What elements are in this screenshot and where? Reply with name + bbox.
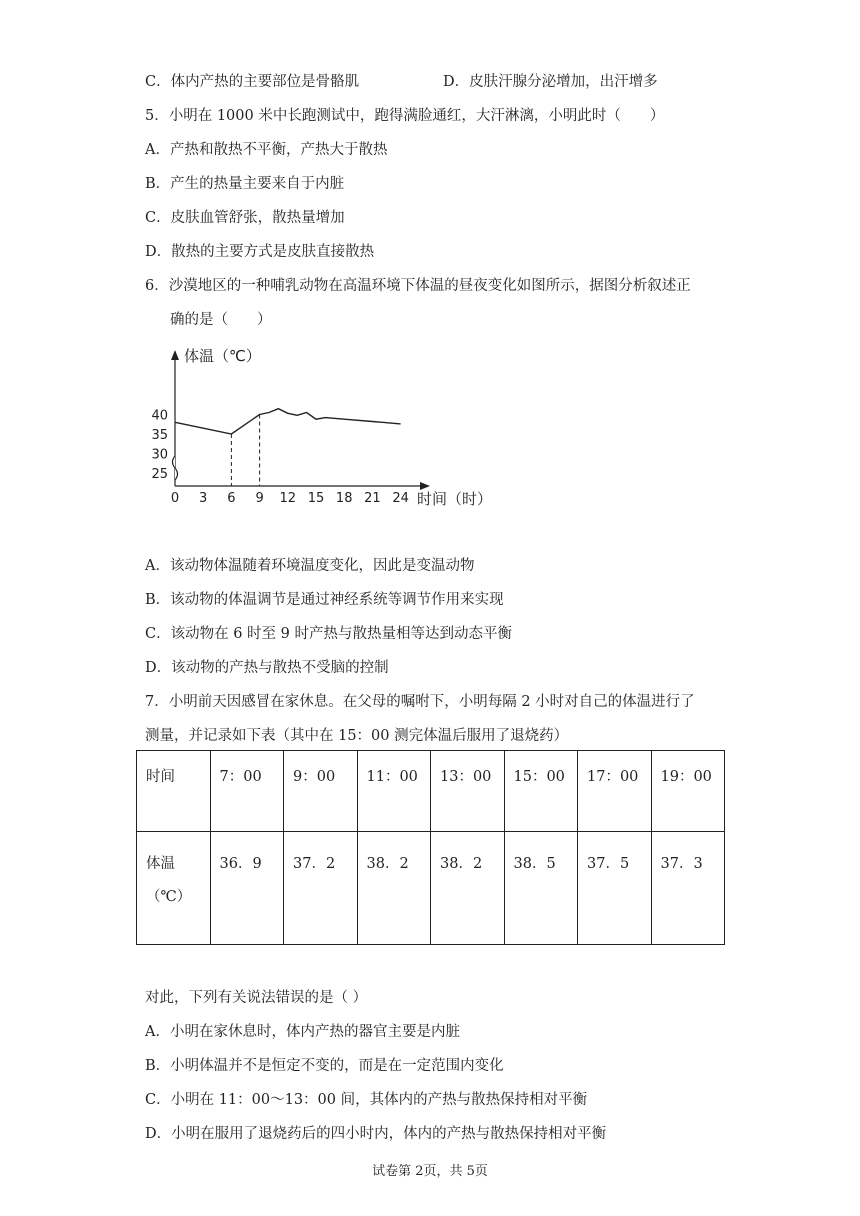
y-tick-labels [151, 409, 168, 483]
temp-cell: 36．9 [210, 832, 284, 945]
x-tick-label: 0 [170, 491, 180, 506]
y-axis-arrow [171, 350, 179, 360]
axis-break [173, 456, 178, 480]
temp-cell: 38．2 [357, 832, 431, 945]
temp-cell: 37．2 [284, 832, 358, 945]
time-cell: 13：00 [431, 751, 505, 832]
x-tick-label: 21 [364, 491, 381, 506]
q7-option-a: A．小明在家休息时，体内产热的器官主要是内脏 [145, 1024, 460, 1040]
dashed-guides [231, 415, 259, 487]
q4-option-c: C．体内产热的主要部位是骨骼肌 [145, 74, 360, 90]
temp-cell: 38．2 [431, 832, 505, 945]
page-footer: 试卷第 2页，共 5页 [372, 1164, 488, 1179]
q6-option-a: A．该动物体温随着环境温度变化，因此是变温动物 [145, 558, 475, 574]
temp-header-unit: （℃） [146, 889, 192, 905]
temp-cell: 37．3 [651, 832, 725, 945]
y-tick-label: 30 [151, 447, 168, 463]
x-tick-label: 6 [227, 491, 236, 506]
x-tick-label: 18 [335, 491, 353, 506]
x-tick-label: 3 [199, 491, 208, 506]
q5-option-b: B．产生的热量主要来自于内脏 [145, 176, 345, 192]
time-cell: 7：00 [210, 751, 284, 832]
x-tick-label: 15 [307, 491, 325, 506]
x-tick-label: 12 [279, 491, 297, 506]
question-7-stem-line1: 7．小明前天因感冒在家休息。在父母的嘱咐下，小明每隔 2 小时对自己的体温进行了 [145, 694, 695, 710]
q6-option-d: D．该动物的产热与散热不受脑的控制 [145, 660, 389, 676]
temp-header-label: 体温 [146, 856, 175, 872]
q5-option-c: C．皮肤血管舒张，散热量增加 [145, 210, 345, 226]
x-tick-label: 9 [255, 491, 264, 506]
q7-option-c: C．小明在 11：00～13：00 间，其体内的产热与散热保持相对平衡 [145, 1092, 588, 1108]
temp-header [137, 832, 211, 945]
time-header: 时间 [137, 751, 211, 832]
question-7-prompt: 对此，下列有关说法错误的是（ ） [145, 990, 368, 1006]
q4-option-d: D．皮肤汗腺分泌增加，出汗增多 [443, 74, 658, 90]
q7-option-d: D．小明在服用了退烧药后的四小时内，体内的产热与散热保持相对平衡 [145, 1126, 607, 1142]
question-6-stem-line2: 确的是（ ） [170, 312, 272, 328]
x-axis-label: 时间（时） [417, 490, 493, 508]
q7-option-b: B．小明体温并不是恒定不变的，而是在一定范围内变化 [145, 1058, 504, 1074]
table-row [137, 751, 725, 832]
time-cell: 9：00 [284, 751, 358, 832]
time-cell: 19：00 [651, 751, 725, 832]
y-tick-label: 25 [151, 467, 168, 482]
temperature-curve [175, 409, 401, 434]
q5-option-d: D．散热的主要方式是皮肤直接散热 [145, 244, 375, 260]
temperature-table [136, 750, 725, 945]
y-tick-label: 35 [151, 428, 168, 443]
q6-option-c: C．该动物在 6 时至 9 时产热与散热量相等达到动态平衡 [145, 626, 512, 642]
x-tick-label: 24 [392, 491, 409, 506]
temp-cell: 38．5 [504, 832, 578, 945]
y-axis-label: 体温（℃） [184, 347, 261, 365]
x-axis-arrow [420, 482, 430, 490]
x-tick-labels [171, 491, 409, 506]
question-7-stem-line2: 测量，并记录如下表（其中在 15：00 测完体温后服用了退烧药） [145, 728, 569, 744]
table-row [137, 832, 725, 945]
time-cell: 15：00 [504, 751, 578, 832]
temp-cell: 37．5 [578, 832, 652, 945]
q6-option-b: B．该动物的体温调节是通过神经系统等调节作用来实现 [145, 592, 504, 608]
question-6-stem-line1: 6．沙漠地区的一种哺乳动物在高温环境下体温的昼夜变化如图所示，据图分析叙述正 [145, 278, 691, 294]
y-tick-label: 40 [151, 408, 168, 424]
q5-option-a: A．产热和散热不平衡，产热大于散热 [145, 142, 388, 158]
time-cell: 17：00 [578, 751, 652, 832]
question-5-stem: 5．小明在 1000 米中长跑测试中，跑得满脸通红，大汗淋漓，小明此时（ ） [145, 108, 665, 124]
body-temperature-chart [140, 340, 500, 515]
time-cell: 11：00 [357, 751, 431, 832]
